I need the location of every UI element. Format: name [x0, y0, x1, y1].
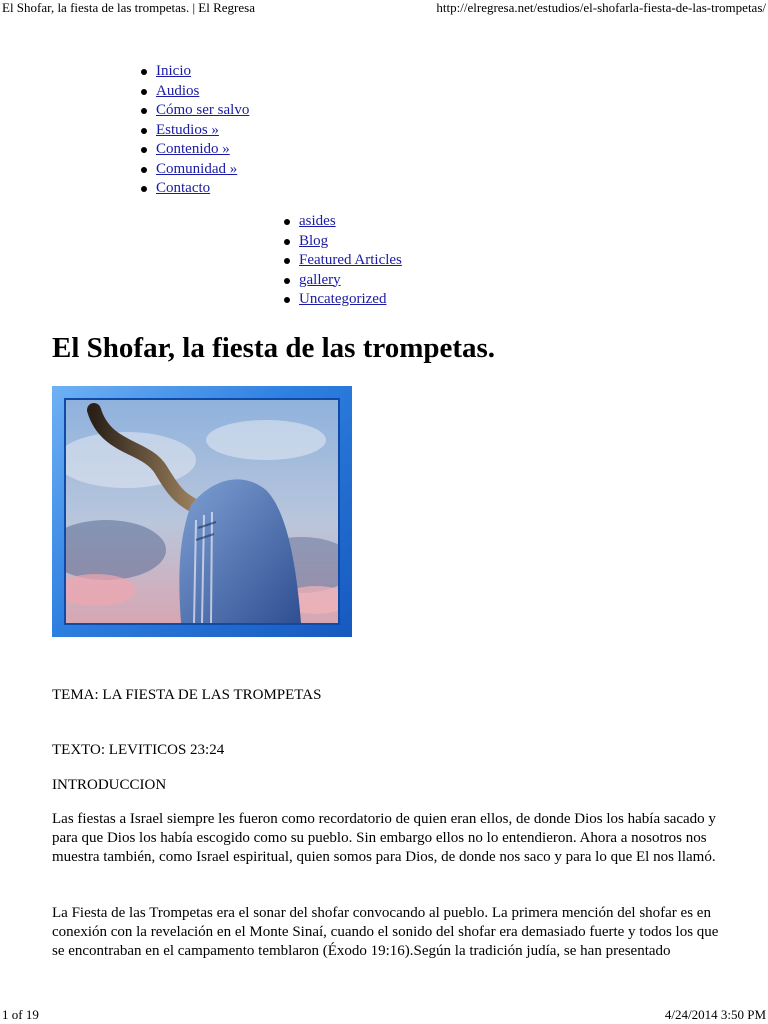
nav-link-contacto[interactable]: Contacto	[156, 180, 211, 196]
nav-link-inicio[interactable]: Inicio	[156, 63, 191, 79]
category-item-gallery	[282, 271, 402, 291]
post-tema	[52, 686, 720, 705]
page-counter: 1 of 19	[2, 1007, 39, 1022]
nav-item-contenido	[139, 140, 249, 160]
post-title: El Shofar, la fiesta de las trompetas.	[52, 332, 496, 364]
post-paragraph-2	[52, 904, 720, 961]
nav-link-como-ser-salvo[interactable]: Cómo ser salvo	[156, 102, 250, 118]
nav-item-como-ser-salvo	[139, 101, 249, 121]
category-item-blog	[282, 232, 402, 252]
paragraph-1: Las fiestas a Israel siempre les fueron como recordatorio de quien eran ellos, de donde Dios los había sacado y para que Dios los había escogido como su pueblo. Sin embargo ellos no lo entendieron. Ahora a nosotros nos muestra también, como Israel espiritual, quien somos para Dios, de donde nos saco y para lo que El nos llamó.	[52, 811, 716, 865]
main-nav	[139, 62, 249, 199]
category-item-featured-articles	[282, 251, 402, 271]
page-url: http://elregresa.net/estudios/el-shofarla-fiesta-de-las-trompetas/	[436, 0, 766, 15]
category-link-gallery[interactable]: gallery	[299, 271, 341, 288]
print-footer	[0, 1006, 768, 1024]
post-intro	[52, 776, 720, 795]
nav-link-comunidad[interactable]: Comunidad »	[156, 160, 238, 177]
category-link-blog[interactable]: Blog	[299, 232, 329, 249]
post-paragraph-1	[52, 810, 720, 867]
nav-link-audios[interactable]: Audios	[156, 82, 200, 99]
post-image-inner	[64, 398, 340, 625]
post-texto	[52, 741, 720, 760]
category-nav	[282, 212, 402, 310]
paragraph-2: La Fiesta de las Trompetas era el sonar del shofar convocando al pueblo. La primera mención del shofar es en conexión con la revelación en el Monte Sinaí, cuando el sonido del shofar era demasiado fuerte y todos los que se encontraban en el campamento temblaron (Éxodo 19:16).Según la tradición judía, se han presentado	[52, 905, 719, 959]
category-item-uncategorized	[282, 290, 402, 310]
nav-item-comunidad	[139, 160, 249, 180]
print-timestamp: 4/24/2014 3:50 PM	[664, 1007, 766, 1022]
category-link-featured-articles[interactable]: Featured Articles	[299, 252, 402, 268]
nav-item-inicio	[139, 62, 249, 82]
nav-link-estudios[interactable]: Estudios »	[156, 121, 219, 138]
tema-line: TEMA: LA FIESTA DE LAS TROMPETAS	[52, 687, 322, 703]
category-item-asides	[282, 212, 402, 232]
shofar-illustration	[66, 400, 338, 623]
nav-item-audios	[139, 82, 249, 102]
print-header	[0, 0, 768, 16]
post-image-shofar	[52, 386, 352, 637]
category-link-uncategorized[interactable]: Uncategorized	[299, 291, 387, 307]
texto-line: TEXTO: LEVITICOS 23:24	[52, 742, 225, 758]
nav-link-contenido[interactable]: Contenido »	[156, 141, 230, 157]
nav-item-contacto	[139, 179, 249, 199]
page-title-header: El Shofar, la fiesta de las trompetas. | El Regresa	[2, 0, 255, 15]
category-link-asides[interactable]: asides	[299, 213, 336, 229]
intro-heading: INTRODUCCION	[52, 777, 167, 793]
nav-item-estudios	[139, 121, 249, 141]
